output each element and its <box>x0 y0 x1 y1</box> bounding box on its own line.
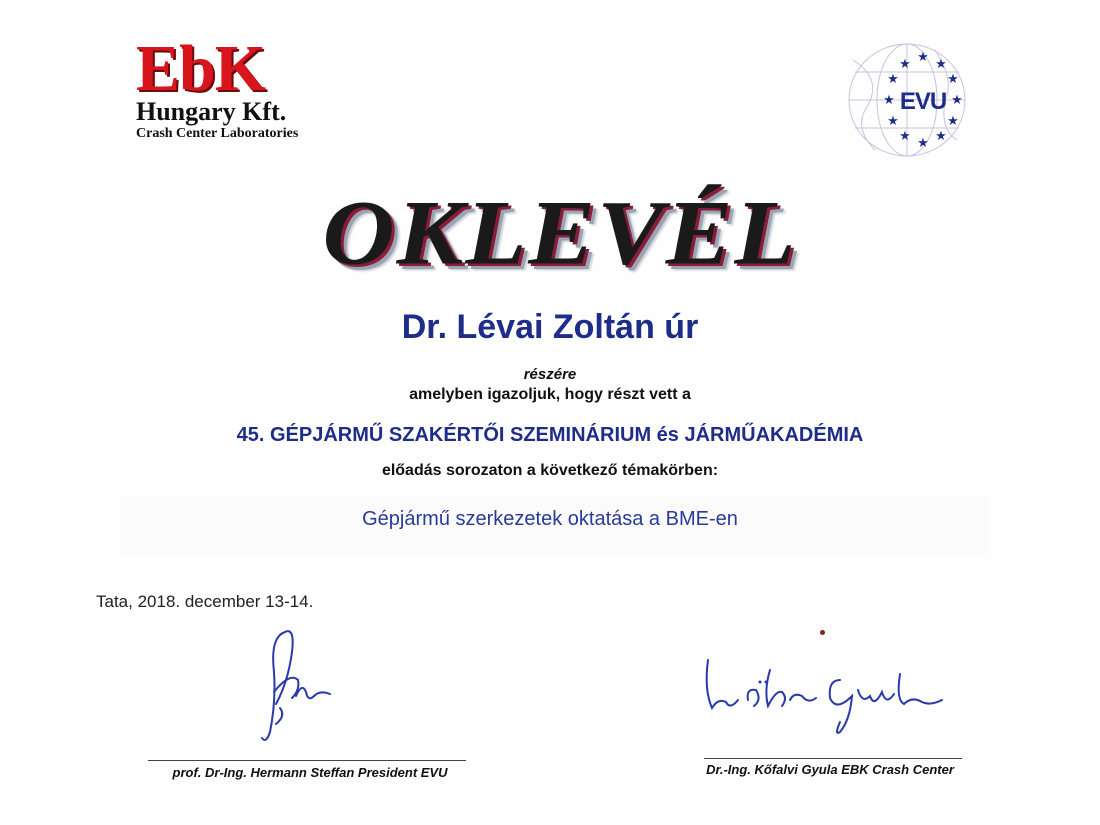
evu-logo-text: EVU <box>899 88 947 115</box>
svg-text:★: ★ <box>947 72 959 87</box>
certificate-title <box>300 178 820 298</box>
signature-steffan <box>240 612 350 752</box>
svg-text:★: ★ <box>935 57 947 72</box>
lecture-series-text: előadás sorozaton a következő témakörben: <box>381 462 719 479</box>
svg-text:★: ★ <box>917 50 929 65</box>
event-name: 45. GÉPJÁRMŰ SZAKÉRTŐI SZEMINÁRIUM és JÁRMŰAKADÉMIA <box>236 424 864 446</box>
ebk-logo-company: Hungary Kft. <box>136 97 287 126</box>
lecture-topic: Gépjármű szerkezetek oktatása a BME-en <box>362 508 738 530</box>
attendance-statement: amelyben igazoljuk, hogy részt vett a <box>409 386 691 403</box>
evu-logo <box>845 40 970 160</box>
signature-caption-left: prof. Dr-Ing. Hermann Steffan President EVU <box>172 765 448 780</box>
recipient-for-label: részére <box>523 366 577 383</box>
svg-text:★: ★ <box>951 93 963 108</box>
signature-line-right <box>704 758 962 759</box>
certificate-title-text: OKLEVÉL <box>322 181 798 284</box>
svg-text:★: ★ <box>935 129 947 144</box>
signature-caption-right: Dr.-Ing. Kőfalvi Gyula EBK Crash Center <box>706 762 954 777</box>
svg-text:★: ★ <box>899 129 911 144</box>
recipient-name: Dr. Lévai Zoltán úr <box>401 308 699 346</box>
svg-text:★: ★ <box>887 114 899 129</box>
ebk-logo <box>136 32 316 142</box>
signature-line-left <box>148 760 466 761</box>
svg-text:★: ★ <box>947 114 959 129</box>
svg-text:★: ★ <box>887 72 899 87</box>
place-and-date: Tata, 2018. december 13-14. <box>96 592 314 611</box>
signature-kofalvi <box>690 650 960 740</box>
svg-text:★: ★ <box>917 136 929 151</box>
svg-text:★: ★ <box>883 93 895 108</box>
ebk-logo-tagline: Crash Center Laboratories <box>136 126 299 141</box>
svg-text:★: ★ <box>899 57 911 72</box>
ink-speck <box>820 630 825 635</box>
ebk-logo-mark: EbK <box>136 32 266 105</box>
